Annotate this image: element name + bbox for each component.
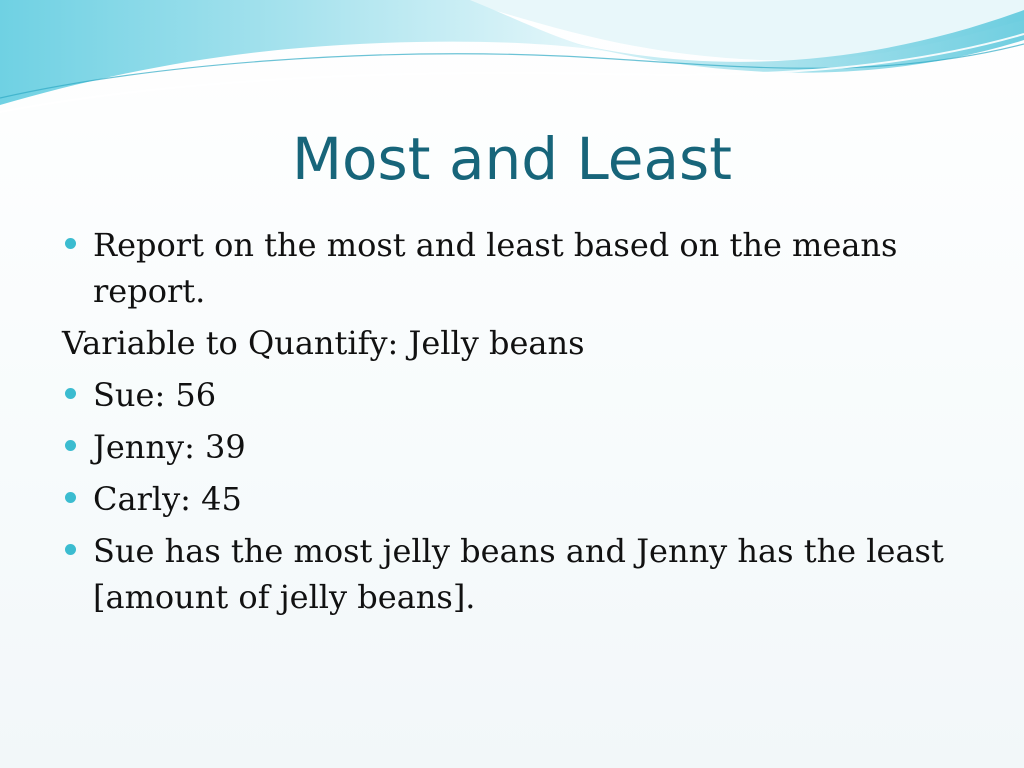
bullet-item (62, 222, 962, 314)
plain-line (62, 320, 962, 366)
bullet-text: Jenny: 39 (93, 428, 246, 466)
bullet-dot-icon (65, 388, 76, 399)
bullet-item (62, 424, 962, 470)
bullet-text: Report on the most and least based on the means report. (93, 226, 898, 310)
bullet-dot-icon (65, 238, 76, 249)
slide-body (62, 222, 962, 626)
slide-title: Most and Least (292, 125, 732, 193)
bullet-dot-icon (65, 492, 76, 503)
plain-text: Variable to Quantify: Jelly beans (62, 324, 585, 362)
bullet-item (62, 528, 962, 620)
bullet-dot-icon (65, 544, 76, 555)
bullet-item (62, 372, 962, 418)
bullet-text: Sue: 56 (93, 376, 217, 414)
bullet-text: Carly: 45 (93, 480, 242, 518)
bullet-dot-icon (65, 440, 76, 451)
header-wave-decoration (0, 0, 1024, 130)
bullet-text: Sue has the most jelly beans and Jenny has the least [amount of jelly beans]. (93, 532, 944, 616)
bullet-item (62, 476, 962, 522)
